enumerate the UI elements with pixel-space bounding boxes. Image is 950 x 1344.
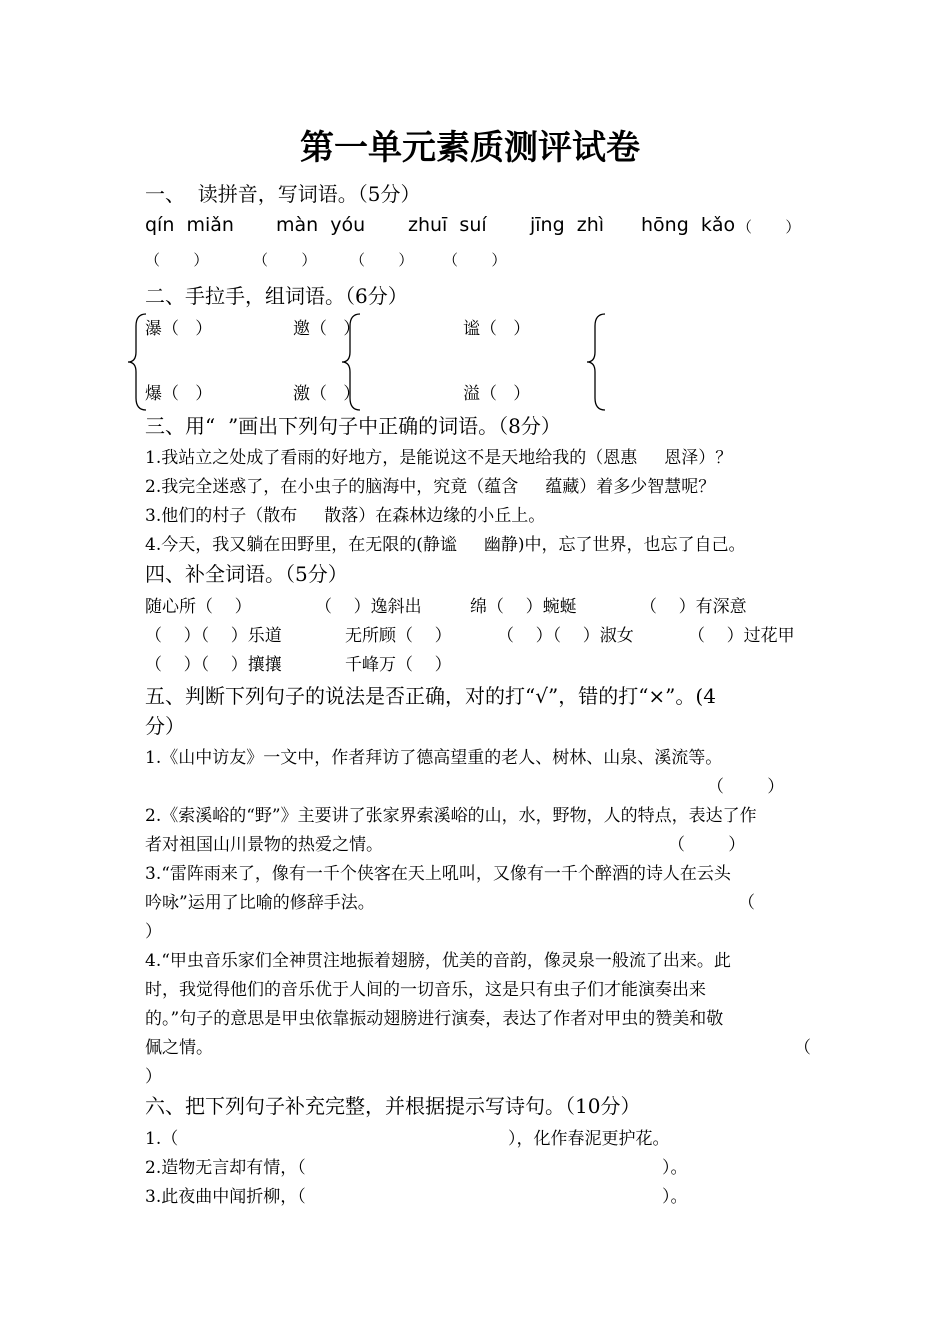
judge-q1: 1.《山中访友》一文中，作者拜访了德高望重的老人、树林、山泉、溪流等。 bbox=[145, 748, 723, 768]
page-title: 第一单元素质测评试卷 bbox=[300, 128, 640, 168]
pinyin-3: zhuī suí bbox=[408, 214, 487, 236]
answer-blank[interactable]: （ ） bbox=[350, 251, 414, 269]
answer-blank[interactable]: （ ） bbox=[707, 777, 785, 797]
answer-blank-close[interactable]: ） bbox=[145, 1067, 162, 1087]
word-item[interactable]: 激（ ） bbox=[293, 384, 361, 404]
pinyin-2: màn yóu bbox=[276, 214, 366, 236]
judge-q3-cont: 吟咏”运用了比喻的修辞手法。 bbox=[145, 893, 375, 913]
pinyin-5: hōng kǎo bbox=[641, 214, 736, 236]
answer-blank[interactable]: （ ） bbox=[668, 835, 746, 855]
judge-q3: 3.“雷阵雨来了，像有一千个侠客在天上吼叫，又像有一千个醉酒的诗人在云头 bbox=[145, 864, 731, 884]
section-5-heading: 五、判断下列句子的说法是否正确，对的打“√”，错的打“×”。(4 bbox=[145, 684, 716, 708]
fill-word[interactable]: （ ）（ ）淑女 bbox=[497, 626, 634, 646]
section-3-heading: 三、用“ ”画出下列句子中正确的词语。（8分） bbox=[145, 414, 561, 438]
answer-blank[interactable]: （ ） bbox=[737, 218, 801, 236]
sentence-line: 1.我站立之处成了看雨的好地方，是能说这不是天地给我的（恩惠 恩泽）？ bbox=[145, 448, 733, 468]
answer-blank-close[interactable]: ） bbox=[145, 922, 162, 942]
answer-blank[interactable]: （ ） bbox=[145, 251, 209, 269]
fill-word[interactable]: 随心所（ ） bbox=[145, 597, 252, 617]
fill-word[interactable]: 无所顾（ ） bbox=[345, 626, 452, 646]
sentence-line: 2.我完全迷惑了，在小虫子的脑海中，究竟（蕴含 蕴藏）着多少智慧呢？ bbox=[145, 477, 716, 497]
judge-q2: 2.《索溪峪的“野”》主要讲了张家界索溪峪的山，水，野物，人的特点，表达了作 bbox=[145, 806, 757, 826]
judge-q4-cont: 佩之情。 bbox=[145, 1038, 213, 1058]
judge-q4-cont: 时，我觉得他们的音乐优于人间的一切音乐，这是只有虫子们才能演奏出来 bbox=[145, 980, 706, 1000]
fill-word[interactable]: （ ）逸斜出 bbox=[315, 597, 422, 617]
fill-word[interactable]: （ ）有深意 bbox=[640, 597, 747, 617]
section-4-heading: 四、补全词语。（5分） bbox=[145, 562, 348, 586]
fill-word[interactable]: （ ）过花甲 bbox=[688, 626, 795, 646]
sentence-line: 3.他们的村子（散布 散落）在森林边缘的小丘上。 bbox=[145, 506, 546, 526]
section-1-heading: 一、 读拼音，写词语。（5分） bbox=[145, 182, 421, 206]
poem-line-3-start: 3.此夜曲中闻折柳，（ bbox=[145, 1187, 306, 1207]
section-2-heading: 二、手拉手，组词语。（6分） bbox=[145, 284, 408, 308]
judge-q4: 4.“甲虫音乐家们全神贯注地振着翅膀，优美的音韵，像灵泉一般流了出来。此 bbox=[145, 951, 731, 971]
fill-word[interactable]: （ ）（ ）乐道 bbox=[145, 626, 282, 646]
poem-line-2-end: ）。 bbox=[662, 1158, 688, 1178]
fill-word[interactable]: （ ）（ ）攘攘 bbox=[145, 655, 282, 675]
answer-blank-open[interactable]: （ bbox=[794, 1038, 811, 1058]
answer-blank-open[interactable]: （ bbox=[738, 893, 755, 913]
answer-blank[interactable]: （ ） bbox=[443, 251, 507, 269]
judge-q2-cont: 者对祖国山川景物的热爱之情。 bbox=[145, 835, 383, 855]
poem-line-2-start: 2.造物无言却有情，（ bbox=[145, 1158, 306, 1178]
word-item[interactable]: 瀑（ ） bbox=[145, 319, 213, 339]
judge-q4-cont: 的。”句子的意思是甲虫依靠振动翅膀进行演奏，表达了作者对甲虫的赞美和敬 bbox=[145, 1009, 724, 1029]
fill-word[interactable]: 绵（ ）蜿蜒 bbox=[470, 597, 577, 617]
word-item[interactable]: 谧（ ） bbox=[463, 319, 531, 339]
pinyin-1: qín miǎn bbox=[145, 214, 234, 236]
pinyin-4: jīng zhì bbox=[530, 214, 605, 236]
poem-line-3-end: ）。 bbox=[662, 1187, 688, 1207]
word-item[interactable]: 爆（ ） bbox=[145, 384, 213, 404]
answer-blank[interactable]: （ ） bbox=[253, 251, 317, 269]
word-item[interactable]: 邀（ ） bbox=[293, 319, 361, 339]
poem-line-1-start: 1.（ bbox=[145, 1129, 179, 1149]
fill-word[interactable]: 千峰万（ ） bbox=[345, 655, 452, 675]
section-6-heading: 六、把下列句子补充完整，并根据提示写诗句。（10分） bbox=[145, 1094, 641, 1118]
word-item[interactable]: 溢（ ） bbox=[463, 384, 531, 404]
section-5-heading-cont: 分） bbox=[145, 714, 185, 738]
poem-line-1-end: ），化作春泥更护花。 bbox=[508, 1129, 670, 1149]
brace-icon bbox=[585, 312, 609, 412]
sentence-line: 4.今天，我又躺在田野里，在无限的(静谧 幽静)中，忘了世界，也忘了自己。 bbox=[145, 535, 746, 555]
